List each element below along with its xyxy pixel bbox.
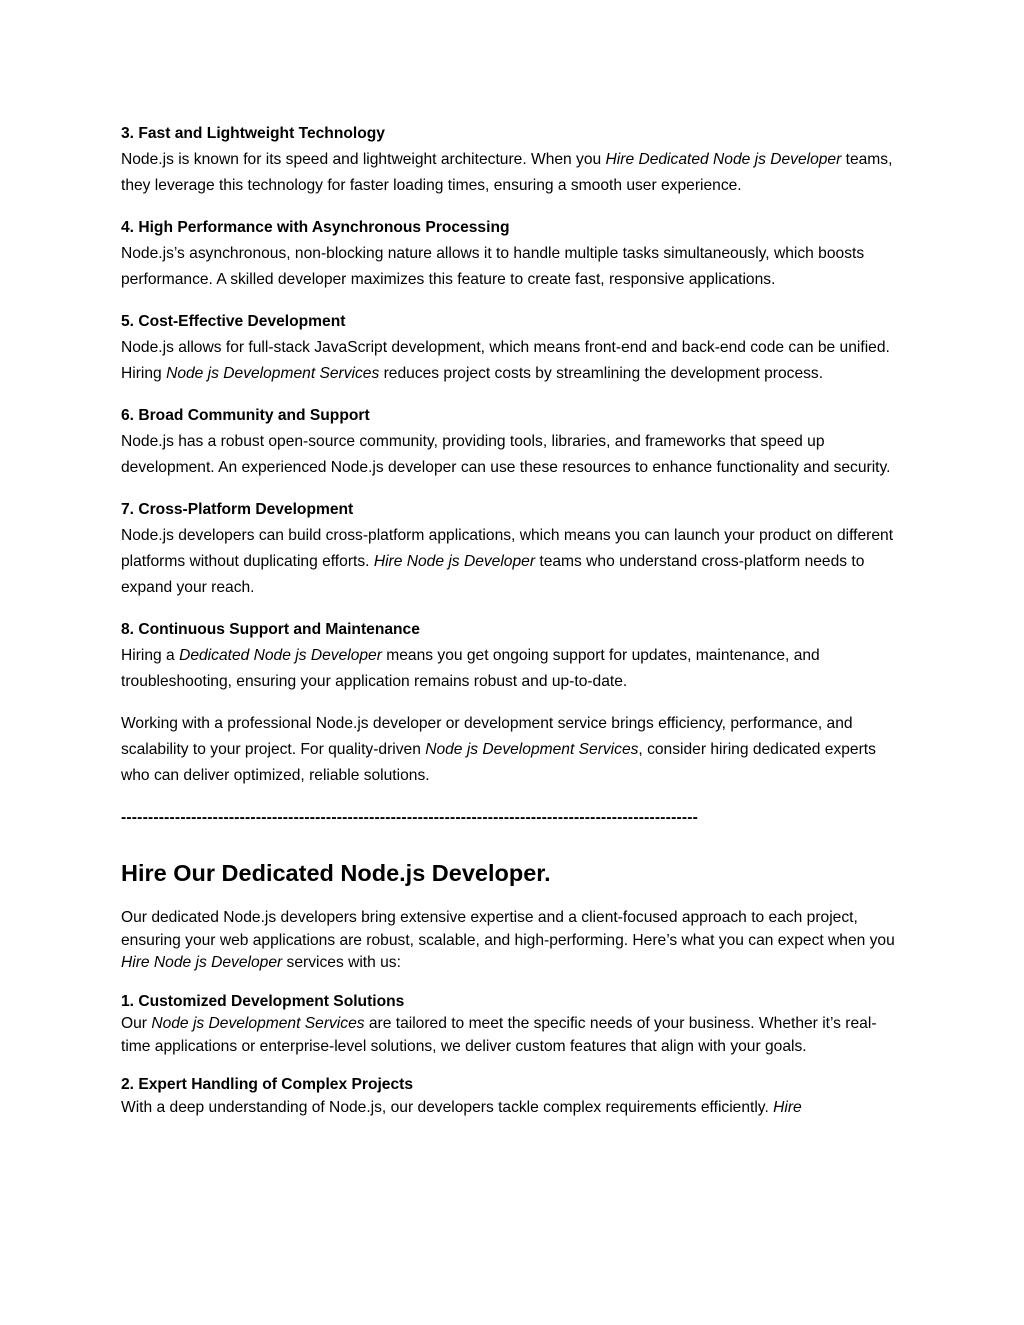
link-text-dev-services-2: Node js Development Services (425, 741, 639, 758)
link-text-hire-fragment: Hire (773, 1098, 802, 1116)
benefit-6 (121, 403, 904, 481)
benefit-6-title: 6. Broad Community and Support (121, 407, 370, 424)
benefit-4 (121, 215, 904, 293)
benefit-5-text: Node.js allows for full-stack JavaScript development, which means front-end and back-end code can be unified. Hiring Node js Development Services reduces project costs by streamlining the development process. (121, 339, 890, 382)
link-text-dedicated-dev: Dedicated Node js Developer (179, 647, 382, 664)
hire-intro: Our dedicated Node.js developers bring extensive expertise and a client-focused approach to each project, ensuring your web applications are robust, scalable, and high-performing. Here’s what you can expect when you Hire Node js Developer services with us: (121, 909, 895, 971)
hire-point-1-title: 1. Customized Development Solutions (121, 992, 405, 1010)
benefit-7 (121, 497, 904, 601)
benefit-8-text: Hiring a Dedicated Node js Developer means you get ongoing support for updates, maintenance, and troubleshooting, ensuring your application remains robust and up-to-date. (121, 647, 820, 690)
hire-point-1 (121, 991, 904, 1059)
link-text-hire-node: Hire Node js Developer (373, 553, 536, 570)
hire-point-2 (121, 1074, 904, 1119)
benefits-list (121, 121, 904, 789)
hire-section (121, 907, 904, 1119)
benefit-4-text: Node.js’s asynchronous, non-blocking nature allows it to handle multiple tasks simultaneously, which boosts performance. A skilled developer maximizes this feature to create fast, responsive applications. (121, 245, 865, 288)
benefit-4-title: 4. High Performance with Asynchronous Processing (121, 219, 510, 236)
benefit-7-title: 7. Cross-Platform Development (121, 501, 354, 518)
link-text-dev-services: Node js Development Services (166, 365, 380, 382)
hire-point-2-title: 2. Expert Handling of Complex Projects (121, 1076, 414, 1093)
link-text-dev-services-3: Node js Development Services (151, 1015, 365, 1032)
benefit-8 (121, 617, 904, 695)
benefit-3-title: 3. Fast and Lightweight Technology (121, 125, 385, 142)
benefit-3-text: Node.js is known for its speed and lightweight architecture. When you Hire Dedicated Node js Developer teams, they leverage this technology for faster loading times, ensuring a smooth user experience. (121, 151, 893, 194)
benefit-6-text: Node.js has a robust open-source community, providing tools, libraries, and frameworks that speed up development. An experienced Node.js developer can use these resources to enhance functionality and security. (121, 433, 891, 476)
hire-point-1-text: Our Node js Development Services are tailored to meet the specific needs of your business. Whether it’s real-time applications or enterprise-level solutions, we deliver custom features that align with your goals. (121, 1015, 877, 1055)
link-text-hire-node-2: Hire Node js Developer (121, 954, 283, 971)
link-text-hire-dedicated: Hire Dedicated Node js Developer (605, 151, 842, 168)
benefit-5 (121, 309, 904, 387)
benefit-7-text: Node.js developers can build cross-platform applications, which means you can launch your product on different platforms without duplicating efforts. Hire Node js Developer teams who understand cross-platform needs to expand your reach. (121, 527, 894, 596)
benefit-3 (121, 121, 904, 199)
benefit-5-title: 5. Cost-Effective Development (121, 313, 346, 330)
hire-point-2-text: With a deep understanding of Node.js, our developers tackle complex requirements efficiently. Hire (121, 1098, 802, 1116)
dashed-divider: ----------------------------------------------------------------------------------------------------------- (121, 809, 699, 826)
closing-paragraph: Working with a professional Node.js developer or development service brings efficiency, performance, and scalability to your project. For quality-driven Node js Development Services, consider hiring dedicated experts who can deliver optimized, reliable solutions. (121, 715, 876, 784)
benefit-8-title: 8. Continuous Support and Maintenance (121, 621, 420, 638)
section-heading: Hire Our Dedicated Node.js Developer. (121, 860, 551, 886)
